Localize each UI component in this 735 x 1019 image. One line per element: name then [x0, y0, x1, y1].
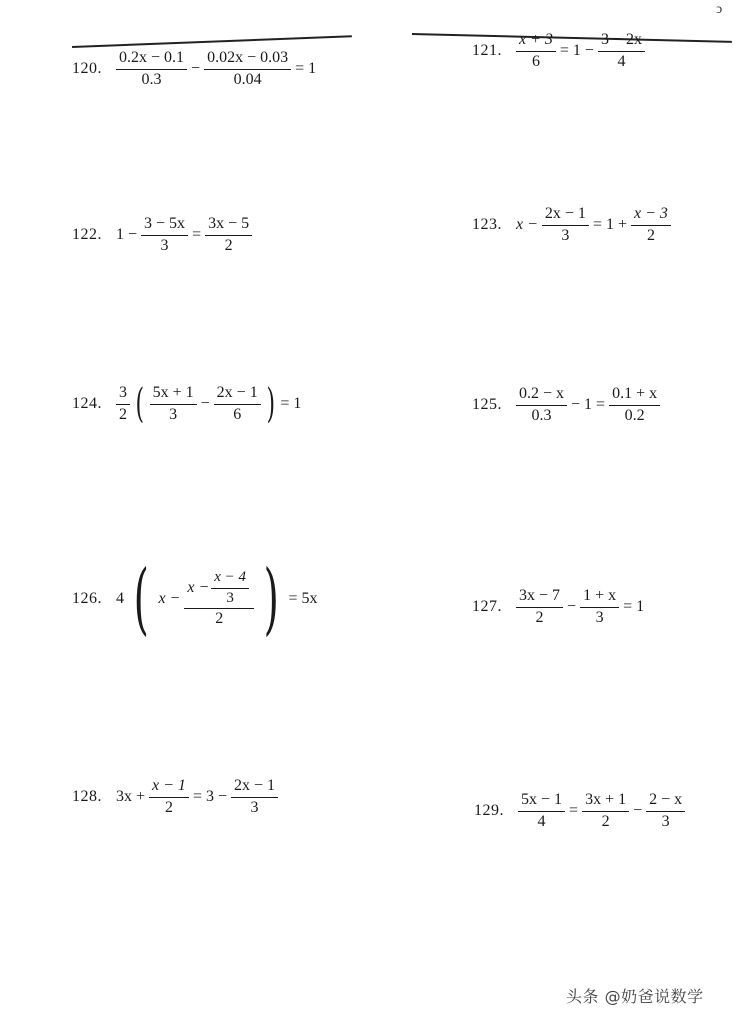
right-paren: ) — [266, 381, 275, 427]
middle-term: − 1 = — [571, 396, 606, 414]
fraction — [516, 386, 567, 425]
numerator: 0.02x − 0.03 — [204, 50, 291, 70]
problem-number: 126. — [72, 590, 102, 607]
problem-number: 122. — [72, 226, 102, 244]
top-rule-left — [72, 35, 352, 48]
fraction — [646, 792, 685, 831]
denominator: 4 — [617, 52, 626, 70]
denominator: 2 — [646, 226, 655, 244]
fraction — [582, 792, 629, 831]
numerator: 3 — [116, 385, 130, 405]
denominator: 3 — [661, 812, 670, 830]
numerator: x − 4 — [211, 570, 249, 589]
right-side: = 1 — [623, 598, 645, 616]
problem-129 — [474, 792, 687, 831]
problem-120 — [72, 50, 318, 89]
fraction — [149, 778, 189, 817]
equation — [114, 50, 318, 89]
left-paren: ( — [135, 381, 145, 427]
denominator: 4 — [537, 812, 546, 830]
parenthesized-group — [132, 381, 278, 427]
leading-term: x − — [516, 216, 538, 234]
equation — [514, 206, 673, 245]
fraction — [598, 32, 645, 71]
problem-122 — [72, 216, 254, 255]
fraction — [609, 386, 660, 425]
fraction — [150, 385, 197, 424]
equation — [114, 554, 320, 644]
denominator: 6 — [531, 52, 540, 70]
problem-number: 120. — [72, 60, 102, 78]
numerator: 2x − 1 — [214, 385, 261, 405]
denominator: 0.04 — [233, 70, 262, 88]
problem-128 — [72, 778, 280, 817]
right-side: = 5x — [288, 590, 318, 607]
problem-123 — [472, 206, 673, 245]
numerator: 2x − 1 — [231, 778, 278, 798]
right-side: = 1 — [295, 60, 317, 78]
denominator: 3 — [169, 405, 178, 423]
numerator: x + 3 — [516, 32, 556, 52]
coefficient-fraction — [116, 385, 130, 424]
fraction — [518, 792, 565, 831]
problem-number: 129. — [474, 802, 504, 820]
numerator: x − 1 — [149, 778, 189, 798]
equation — [514, 32, 647, 71]
numerator: 0.2 − x — [516, 386, 567, 406]
parenthesized-group — [126, 554, 286, 644]
source-watermark: 头条 @奶爸说数学 — [566, 987, 704, 1006]
corner-mark: ͻ — [716, 2, 723, 17]
problem-number: 128. — [72, 788, 102, 806]
numerator: 3x − 7 — [516, 588, 563, 608]
problem-number: 125. — [472, 396, 502, 414]
denominator: 3 — [595, 608, 604, 626]
equals-sign: = — [569, 802, 579, 820]
denominator: 3 — [160, 236, 169, 254]
denominator: 3 — [250, 798, 259, 816]
left-paren: ( — [133, 554, 149, 644]
equation — [514, 588, 646, 627]
problem-number: 127. — [472, 598, 502, 616]
fraction — [116, 50, 187, 89]
numerator: 1 + x — [580, 588, 619, 608]
denominator: 2 — [119, 405, 127, 423]
complex-fraction — [184, 570, 254, 628]
denominator: 3 — [226, 589, 234, 606]
denominator: 6 — [233, 405, 242, 423]
inner-fraction — [211, 570, 249, 607]
numerator: 2x − 1 — [542, 206, 589, 226]
denominator: 2 — [224, 236, 233, 254]
inner-leading-term: x − — [187, 578, 210, 596]
problem-127 — [472, 588, 646, 627]
fraction — [631, 206, 671, 245]
operator: − — [633, 802, 643, 820]
operator: − — [567, 598, 577, 616]
numerator: 3x + 1 — [582, 792, 629, 812]
denominator: 2 — [164, 798, 173, 816]
problem-126 — [72, 554, 320, 644]
equation — [114, 381, 303, 427]
equation — [114, 778, 280, 817]
denominator: 3 — [561, 226, 570, 244]
problem-number: 124. — [72, 395, 102, 412]
fraction — [205, 216, 252, 255]
denominator: 2 — [535, 608, 544, 626]
denominator: 2 — [215, 610, 224, 628]
fraction — [580, 588, 619, 627]
numerator: 0.1 + x — [609, 386, 660, 406]
fraction — [141, 216, 188, 255]
middle-term: = 1 − — [559, 42, 594, 60]
fraction — [516, 32, 556, 71]
numerator: 2 − x — [646, 792, 685, 812]
equation — [516, 792, 687, 831]
problem-121 — [472, 32, 647, 71]
numerator: 5x − 1 — [518, 792, 565, 812]
problem-124 — [72, 381, 303, 427]
denominator: 2 — [601, 812, 610, 830]
leading-term: 1 − — [116, 226, 138, 244]
middle-term: = 3 − — [192, 788, 227, 806]
fraction — [231, 778, 278, 817]
numerator: 3 − 2x — [598, 32, 645, 52]
x-term: x − — [158, 590, 181, 607]
numerator: 5x + 1 — [150, 385, 197, 405]
fraction — [516, 588, 563, 627]
middle-term: = 1 + — [592, 216, 627, 234]
fraction — [542, 206, 589, 245]
leading-term: 3x + — [116, 788, 146, 806]
equation — [514, 386, 662, 425]
right-paren: ) — [263, 554, 279, 644]
numerator — [184, 570, 254, 610]
operator: − — [191, 60, 201, 78]
problem-number: 121. — [472, 42, 502, 60]
numerator: 3x − 5 — [205, 216, 252, 236]
fraction — [214, 385, 261, 424]
problem-125 — [472, 386, 662, 425]
coefficient: 4 — [116, 590, 124, 607]
right-side: = 1 — [280, 395, 302, 412]
equation — [114, 216, 254, 255]
operator: − — [200, 395, 210, 412]
problem-number: 123. — [472, 216, 502, 234]
fraction — [204, 50, 291, 89]
denominator: 0.3 — [531, 406, 552, 424]
numerator: 0.2x − 0.1 — [116, 50, 187, 70]
equals-sign: = — [192, 226, 202, 244]
numerator: 3 − 5x — [141, 216, 188, 236]
denominator: 0.2 — [624, 406, 645, 424]
numerator: x − 3 — [631, 206, 671, 226]
denominator: 0.3 — [141, 70, 162, 88]
